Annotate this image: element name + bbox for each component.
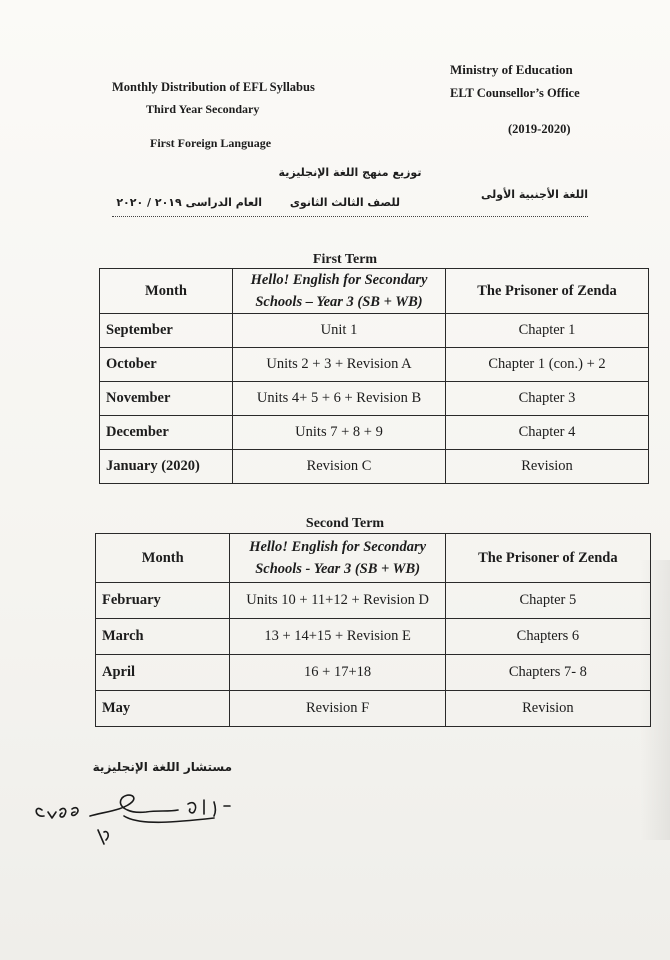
table-header-row bbox=[96, 534, 651, 583]
book-cell: 16 + 17+18 bbox=[230, 655, 445, 691]
novel-header: The Prisoner of Zenda bbox=[446, 269, 649, 314]
month-cell: December bbox=[100, 416, 233, 450]
arabic-language: اللغة الأجنبية الأولى bbox=[480, 188, 588, 201]
dotted-divider bbox=[112, 216, 588, 217]
office-line: ELT Counsellor’s Office bbox=[450, 86, 580, 100]
novel-cell: Chapters 7- 8 bbox=[445, 655, 650, 691]
novel-cell: Chapter 1 (con.) + 2 bbox=[446, 348, 649, 382]
novel-cell: Revision bbox=[445, 691, 650, 727]
book-cell: Units 7 + 8 + 9 bbox=[233, 416, 446, 450]
table-row bbox=[100, 382, 649, 416]
novel-header: The Prisoner of Zenda bbox=[445, 534, 650, 583]
book-cell: 13 + 14+15 + Revision E bbox=[230, 619, 445, 655]
arabic-year: العام الدراسى ٢٠١٩ / ٢٠٢٠ bbox=[116, 196, 262, 209]
month-cell: March bbox=[96, 619, 230, 655]
arabic-grade: للصف الثالث الثانوى bbox=[289, 196, 400, 209]
book-header bbox=[230, 534, 445, 583]
novel-cell: Chapter 3 bbox=[446, 382, 649, 416]
book-cell: Unit 1 bbox=[233, 314, 446, 348]
novel-cell: Chapters 6 bbox=[445, 619, 650, 655]
table-row bbox=[100, 348, 649, 382]
first-term-table bbox=[99, 268, 649, 484]
book-header bbox=[233, 269, 446, 314]
second-term-table bbox=[95, 533, 651, 727]
book-cell: Units 2 + 3 + Revision A bbox=[233, 348, 446, 382]
handwritten-signature-icon bbox=[28, 782, 238, 852]
table-row bbox=[100, 450, 649, 484]
table-row bbox=[100, 314, 649, 348]
month-header: Month bbox=[96, 534, 230, 583]
month-cell: November bbox=[100, 382, 233, 416]
month-cell: May bbox=[96, 691, 230, 727]
table-header-row bbox=[100, 269, 649, 314]
month-cell: October bbox=[100, 348, 233, 382]
book-header-line1: Hello! English for Secondary bbox=[249, 539, 427, 555]
novel-cell: Chapter 5 bbox=[445, 583, 650, 619]
book-header-line1: Hello! English for Secondary bbox=[250, 272, 428, 288]
month-cell: September bbox=[100, 314, 233, 348]
table-row bbox=[96, 583, 651, 619]
first-term-title: First Term bbox=[312, 252, 378, 267]
academic-year: (2019-2020) bbox=[508, 122, 571, 136]
book-cell: Units 4+ 5 + 6 + Revision B bbox=[233, 382, 446, 416]
book-header-line2: Schools - Year 3 (SB + WB) bbox=[255, 561, 421, 577]
signature-title: مستشار اللغة الإنجليزية bbox=[92, 760, 232, 774]
novel-cell: Chapter 4 bbox=[446, 416, 649, 450]
table-row bbox=[100, 416, 649, 450]
book-header-line2: Schools – Year 3 (SB + WB) bbox=[255, 294, 423, 310]
book-cell: Units 10 + 11+12 + Revision D bbox=[230, 583, 445, 619]
novel-cell: Revision bbox=[446, 450, 649, 484]
table-row bbox=[96, 691, 651, 727]
month-header: Month bbox=[100, 269, 233, 314]
month-cell: January (2020) bbox=[100, 450, 233, 484]
table-row bbox=[96, 619, 651, 655]
arabic-title: توزيع منهج اللغة الإنجليزية bbox=[278, 166, 422, 179]
table-row bbox=[96, 655, 651, 691]
book-cell: Revision F bbox=[230, 691, 445, 727]
second-term-title: Second Term bbox=[305, 516, 385, 531]
book-cell: Revision C bbox=[233, 450, 446, 484]
month-cell: February bbox=[96, 583, 230, 619]
month-cell: April bbox=[96, 655, 230, 691]
language-line: First Foreign Language bbox=[150, 136, 272, 150]
doc-title-line: Monthly Distribution of EFL Syllabus bbox=[112, 80, 315, 94]
novel-cell: Chapter 1 bbox=[446, 314, 649, 348]
ministry-line: Ministry of Education bbox=[450, 62, 573, 77]
grade-line: Third Year Secondary bbox=[146, 102, 260, 116]
